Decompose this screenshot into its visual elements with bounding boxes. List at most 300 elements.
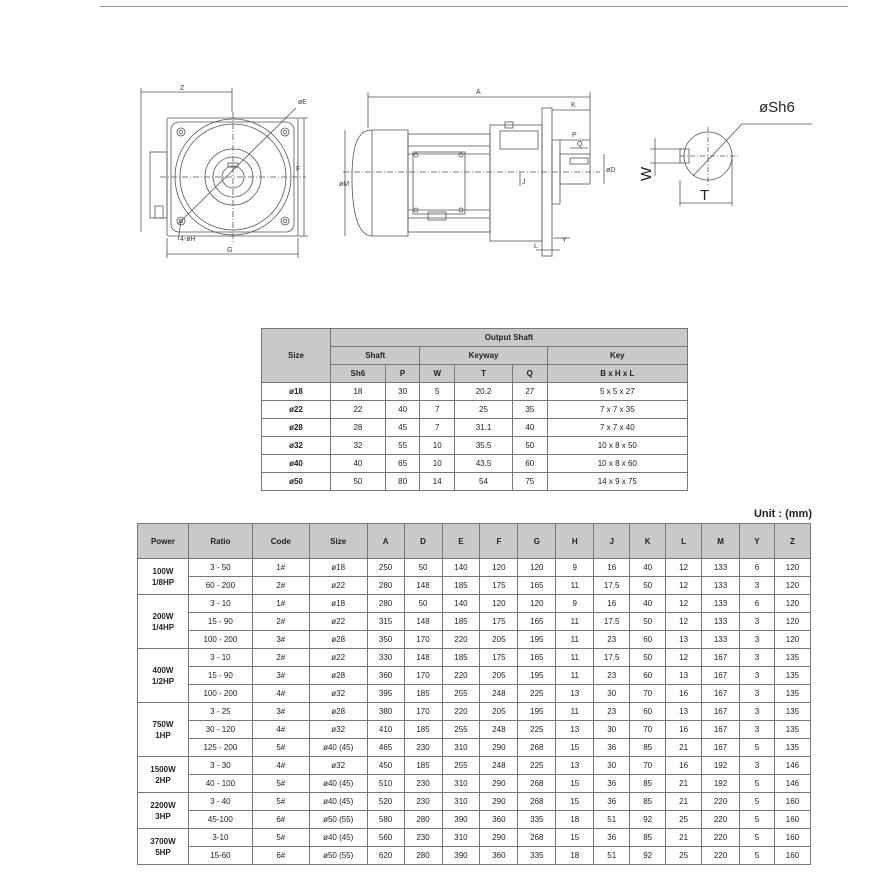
table-cell: 15 xyxy=(556,829,594,847)
table-cell: 3# xyxy=(252,631,309,649)
table-cell: 6# xyxy=(252,847,309,865)
table-cell: 3 xyxy=(740,703,775,721)
table-cell: 21 xyxy=(666,775,702,793)
table-cell: 290 xyxy=(480,775,518,793)
table-cell: 5# xyxy=(252,739,309,757)
table-cell: 390 xyxy=(442,811,480,829)
power-line: 100W xyxy=(152,566,174,576)
table-cell: 11 xyxy=(556,577,594,595)
dim-t-label: T xyxy=(700,187,710,204)
table-cell: 6 xyxy=(740,595,775,613)
front-view xyxy=(141,88,308,258)
dim-h-label: 4-øH xyxy=(180,236,196,243)
table-cell: 12 xyxy=(666,613,702,631)
table-cell: 40 xyxy=(630,595,666,613)
table-cell: 40 xyxy=(512,419,547,437)
table-row xyxy=(262,455,688,473)
table-row xyxy=(138,757,811,775)
table-cell: 40 - 100 xyxy=(188,775,252,793)
table-cell: 185 xyxy=(404,685,442,703)
table-cell: 3# xyxy=(252,703,309,721)
table-cell: 23 xyxy=(594,667,630,685)
dim-y-label: Y xyxy=(562,237,567,244)
table-cell: ø22 xyxy=(309,577,367,595)
output-shaft-table xyxy=(261,328,688,491)
table-cell: 195 xyxy=(518,667,556,685)
table-cell: 10 x 8 x 60 xyxy=(547,455,687,473)
table-row xyxy=(262,473,688,491)
table-cell: ø40 (45) xyxy=(309,829,367,847)
table-cell: 17.5 xyxy=(594,649,630,667)
table-cell: 160 xyxy=(774,829,810,847)
table-cell: 35 xyxy=(512,401,547,419)
table-cell: 50 xyxy=(512,437,547,455)
table-cell: ø28 xyxy=(309,667,367,685)
table-cell: 10 xyxy=(420,455,455,473)
power-line: 400W xyxy=(152,665,174,675)
table-cell: 135 xyxy=(774,685,810,703)
table-cell: ø40 (45) xyxy=(309,775,367,793)
table-cell: 5 xyxy=(740,847,775,865)
power-cell xyxy=(138,595,189,649)
table-row xyxy=(138,667,811,685)
table-row xyxy=(138,613,811,631)
table-cell: 2# xyxy=(252,649,309,667)
table-cell: 13 xyxy=(556,685,594,703)
table-cell: ø28 xyxy=(309,703,367,721)
table-cell: 450 xyxy=(367,757,404,775)
column-header: M xyxy=(702,524,740,559)
table-cell: 133 xyxy=(702,631,740,649)
table-cell: 170 xyxy=(404,631,442,649)
table-cell: 11 xyxy=(556,649,594,667)
table-cell: 335 xyxy=(518,847,556,865)
table-cell: 60 xyxy=(630,667,666,685)
table-cell: 160 xyxy=(774,811,810,829)
table-cell: 3# xyxy=(252,667,309,685)
table-cell: 4# xyxy=(252,721,309,739)
table-cell: 15 xyxy=(556,775,594,793)
table-cell: 40 xyxy=(630,559,666,577)
table-cell: 268 xyxy=(518,775,556,793)
shaft-col-w: W xyxy=(420,365,455,383)
table-cell: 148 xyxy=(404,613,442,631)
column-header: Code xyxy=(252,524,309,559)
dim-f-label: F xyxy=(296,166,301,173)
table-cell: 5 xyxy=(420,383,455,401)
table-cell: 225 xyxy=(518,721,556,739)
table-cell: 175 xyxy=(480,577,518,595)
shaft-col-key: B x H x L xyxy=(547,365,687,383)
table-row xyxy=(262,437,688,455)
table-cell: 120 xyxy=(774,595,810,613)
table-cell: 100 - 200 xyxy=(188,631,252,649)
table-cell: 10 xyxy=(420,437,455,455)
table-cell: 146 xyxy=(774,775,810,793)
power-line: 750W xyxy=(152,719,174,729)
table-cell: 135 xyxy=(774,739,810,757)
dim-a-label: A xyxy=(476,89,481,96)
table-cell: 14 x 9 x 75 xyxy=(547,473,687,491)
table-cell: 5# xyxy=(252,829,309,847)
table-cell: 1# xyxy=(252,559,309,577)
table-cell: 70 xyxy=(630,721,666,739)
table-cell: ø40 (45) xyxy=(309,793,367,811)
table-cell: 21 xyxy=(666,829,702,847)
table-cell: 85 xyxy=(630,739,666,757)
table-cell: 5# xyxy=(252,793,309,811)
column-header: Z xyxy=(774,524,810,559)
table-cell: 45-100 xyxy=(188,811,252,829)
table-cell: 148 xyxy=(404,649,442,667)
table-cell: 465 xyxy=(367,739,404,757)
table-cell: 310 xyxy=(442,829,480,847)
table-cell: 40 xyxy=(385,401,420,419)
gear-motor-drawing xyxy=(0,0,888,300)
table-cell: 18 xyxy=(556,847,594,865)
table-cell: 135 xyxy=(774,703,810,721)
table-cell: 510 xyxy=(367,775,404,793)
table-cell: 10 x 8 x 50 xyxy=(547,437,687,455)
table-cell: 120 xyxy=(774,613,810,631)
table-cell: 133 xyxy=(702,559,740,577)
table-cell: 165 xyxy=(518,613,556,631)
table-cell: 120 xyxy=(518,595,556,613)
table-cell: 54 xyxy=(455,473,513,491)
dim-z-label: Z xyxy=(180,85,185,92)
table-cell: 21 xyxy=(666,739,702,757)
table-cell: 250 xyxy=(367,559,404,577)
table-cell: 175 xyxy=(480,613,518,631)
column-header: J xyxy=(594,524,630,559)
column-header: A xyxy=(367,524,404,559)
table-cell: 11 xyxy=(556,613,594,631)
table-cell: ø32 xyxy=(309,685,367,703)
table-cell: 205 xyxy=(480,667,518,685)
power-line: 3HP xyxy=(155,811,171,821)
table-cell: 280 xyxy=(367,577,404,595)
dim-p-label: P xyxy=(572,132,577,139)
table-cell: 135 xyxy=(774,667,810,685)
table-row xyxy=(138,631,811,649)
table-cell: 16 xyxy=(594,595,630,613)
table-cell: 310 xyxy=(442,775,480,793)
table-cell: 133 xyxy=(702,613,740,631)
table-cell: 25 xyxy=(455,401,513,419)
table-cell: 167 xyxy=(702,667,740,685)
table-cell: 45 xyxy=(385,419,420,437)
dim-j-label: J xyxy=(522,179,526,186)
table-cell: 25 xyxy=(666,847,702,865)
table-cell: 315 xyxy=(367,613,404,631)
table-cell: 20.2 xyxy=(455,383,513,401)
table-cell: 3-10 xyxy=(188,829,252,847)
table-cell: 50 xyxy=(630,577,666,595)
table-cell: 11 xyxy=(556,631,594,649)
column-header: Size xyxy=(309,524,367,559)
size-cell: ø50 xyxy=(262,473,331,491)
table-cell: 30 - 120 xyxy=(188,721,252,739)
table-cell: 167 xyxy=(702,721,740,739)
shaft-table-body xyxy=(262,383,688,491)
table-cell: 35.5 xyxy=(455,437,513,455)
table-cell: 16 xyxy=(666,685,702,703)
table-row xyxy=(138,595,811,613)
power-line: 3700W xyxy=(150,836,176,846)
table-cell: 125 - 200 xyxy=(188,739,252,757)
table-cell: 70 xyxy=(630,685,666,703)
table-row xyxy=(262,383,688,401)
column-header: L xyxy=(666,524,702,559)
table-cell: 120 xyxy=(480,595,518,613)
dim-d-label: øD xyxy=(606,167,616,174)
table-cell: 146 xyxy=(774,757,810,775)
table-cell: 335 xyxy=(518,811,556,829)
table-cell: ø32 xyxy=(309,721,367,739)
table-cell: 13 xyxy=(556,757,594,775)
table-cell: 195 xyxy=(518,703,556,721)
table-cell: 205 xyxy=(480,631,518,649)
dimension-table-header xyxy=(138,524,811,559)
table-cell: 230 xyxy=(404,775,442,793)
power-line: 1/8HP xyxy=(151,577,175,587)
table-cell: 133 xyxy=(702,577,740,595)
table-cell: 380 xyxy=(367,703,404,721)
table-cell: 16 xyxy=(666,721,702,739)
table-cell: 31.1 xyxy=(455,419,513,437)
column-header: H xyxy=(556,524,594,559)
table-cell: 135 xyxy=(774,721,810,739)
table-cell: 36 xyxy=(594,829,630,847)
table-cell: 192 xyxy=(702,775,740,793)
shaft-col-sh6: Sh6 xyxy=(331,365,386,383)
key-detail xyxy=(650,124,812,206)
shaft-col-p: P xyxy=(385,365,420,383)
table-cell: 40 xyxy=(331,455,386,473)
table-cell: 85 xyxy=(630,775,666,793)
table-cell: 280 xyxy=(367,595,404,613)
shaft-header-size: Size xyxy=(262,329,331,383)
power-line: 1500W xyxy=(150,764,176,774)
table-cell: 3 xyxy=(740,721,775,739)
table-cell: 225 xyxy=(518,685,556,703)
table-cell: 21 xyxy=(666,793,702,811)
table-cell: 30 xyxy=(385,383,420,401)
table-cell: 5 xyxy=(740,829,775,847)
table-cell: 22 xyxy=(331,401,386,419)
table-cell: 167 xyxy=(702,649,740,667)
table-cell: 3 xyxy=(740,631,775,649)
table-cell: 2# xyxy=(252,577,309,595)
shaft-col-t: T xyxy=(455,365,513,383)
table-cell: ø40 (45) xyxy=(309,739,367,757)
table-row xyxy=(138,721,811,739)
table-cell: 17.5 xyxy=(594,613,630,631)
table-cell: 192 xyxy=(702,757,740,775)
side-view xyxy=(343,92,604,256)
table-cell: 3 xyxy=(740,613,775,631)
table-cell: 165 xyxy=(518,649,556,667)
column-header: Power xyxy=(138,524,189,559)
table-cell: 92 xyxy=(630,847,666,865)
power-line: 5HP xyxy=(155,847,171,857)
table-cell: 1# xyxy=(252,595,309,613)
table-row xyxy=(262,419,688,437)
table-cell: 18 xyxy=(556,811,594,829)
shaft-col-q: Q xyxy=(512,365,547,383)
table-cell: 120 xyxy=(480,559,518,577)
table-cell: 120 xyxy=(774,577,810,595)
table-cell: 13 xyxy=(666,631,702,649)
dim-m-label: øM xyxy=(339,181,350,188)
power-cell xyxy=(138,559,189,595)
table-cell: 50 xyxy=(404,595,442,613)
table-cell: 3 xyxy=(740,757,775,775)
table-cell: 360 xyxy=(480,847,518,865)
table-cell: 18 xyxy=(331,383,386,401)
table-cell: 220 xyxy=(702,847,740,865)
power-cell xyxy=(138,829,189,865)
table-cell: 60 - 200 xyxy=(188,577,252,595)
shaft-header-output: Output Shaft xyxy=(331,329,688,347)
table-cell: 6 xyxy=(740,559,775,577)
table-cell: 255 xyxy=(442,757,480,775)
table-cell: 170 xyxy=(404,703,442,721)
table-row xyxy=(138,739,811,757)
table-cell: ø18 xyxy=(309,559,367,577)
table-cell: 290 xyxy=(480,739,518,757)
table-row xyxy=(262,401,688,419)
table-cell: 230 xyxy=(404,793,442,811)
table-cell: 248 xyxy=(480,721,518,739)
table-row xyxy=(138,685,811,703)
table-cell: 12 xyxy=(666,577,702,595)
power-cell xyxy=(138,757,189,793)
table-cell: 55 xyxy=(385,437,420,455)
column-header: G xyxy=(518,524,556,559)
table-row xyxy=(138,559,811,577)
table-cell: 167 xyxy=(702,685,740,703)
table-cell: 15 - 90 xyxy=(188,613,252,631)
size-cell: ø28 xyxy=(262,419,331,437)
table-cell: 7 x 7 x 40 xyxy=(547,419,687,437)
table-cell: 280 xyxy=(404,811,442,829)
table-cell: 2# xyxy=(252,613,309,631)
table-cell: 220 xyxy=(702,829,740,847)
table-cell: 13 xyxy=(666,703,702,721)
table-cell: 50 xyxy=(630,649,666,667)
table-cell: 185 xyxy=(404,757,442,775)
table-row xyxy=(138,577,811,595)
table-cell: 185 xyxy=(442,613,480,631)
unit-label: Unit : (mm) xyxy=(753,508,812,520)
table-cell: 268 xyxy=(518,793,556,811)
table-cell: 205 xyxy=(480,703,518,721)
table-cell: 32 xyxy=(331,437,386,455)
table-cell: 167 xyxy=(702,739,740,757)
table-cell: 27 xyxy=(512,383,547,401)
table-cell: 15-60 xyxy=(188,847,252,865)
table-cell: 14 xyxy=(420,473,455,491)
table-cell: 65 xyxy=(385,455,420,473)
table-cell: 92 xyxy=(630,811,666,829)
table-cell: 36 xyxy=(594,739,630,757)
table-cell: 5 xyxy=(740,811,775,829)
table-cell: 620 xyxy=(367,847,404,865)
dim-q-label: Q xyxy=(577,141,583,148)
table-cell: 135 xyxy=(774,649,810,667)
power-line: 1HP xyxy=(155,730,171,740)
table-cell: 220 xyxy=(442,703,480,721)
table-cell: 120 xyxy=(774,631,810,649)
table-cell: 5# xyxy=(252,775,309,793)
table-cell: 36 xyxy=(594,775,630,793)
table-row xyxy=(138,847,811,865)
table-cell: ø50 (55) xyxy=(309,811,367,829)
table-cell: 43.5 xyxy=(455,455,513,473)
table-cell: 3 xyxy=(740,577,775,595)
table-cell: 248 xyxy=(480,757,518,775)
table-cell: 12 xyxy=(666,649,702,667)
table-cell: 360 xyxy=(367,667,404,685)
table-cell: 85 xyxy=(630,793,666,811)
table-cell: 520 xyxy=(367,793,404,811)
table-cell: 165 xyxy=(518,577,556,595)
power-line: 2HP xyxy=(155,775,171,785)
table-cell: 60 xyxy=(512,455,547,473)
table-cell: ø22 xyxy=(309,613,367,631)
power-cell xyxy=(138,793,189,829)
shaft-header-key: Key xyxy=(547,347,687,365)
table-cell: 360 xyxy=(480,811,518,829)
column-header: Ratio xyxy=(188,524,252,559)
table-cell: 12 xyxy=(666,595,702,613)
table-cell: 75 xyxy=(512,473,547,491)
table-cell: 4# xyxy=(252,757,309,775)
table-cell: 185 xyxy=(404,721,442,739)
dim-l-label: L xyxy=(534,243,538,250)
table-cell: 120 xyxy=(774,559,810,577)
table-cell: 170 xyxy=(404,667,442,685)
dim-e-label: øE xyxy=(298,99,307,106)
table-cell: 15 xyxy=(556,739,594,757)
dim-w-label: W xyxy=(638,166,655,181)
table-cell: 5 x 5 x 27 xyxy=(547,383,687,401)
column-header: D xyxy=(404,524,442,559)
size-cell: ø22 xyxy=(262,401,331,419)
table-cell: 60 xyxy=(630,703,666,721)
shaft-header-keyway: Keyway xyxy=(420,347,547,365)
dim-sh6-label: øSh6 xyxy=(759,99,795,116)
table-cell: 7 xyxy=(420,401,455,419)
table-cell: 580 xyxy=(367,811,404,829)
table-cell: 30 xyxy=(594,721,630,739)
table-cell: 195 xyxy=(518,631,556,649)
table-cell: 290 xyxy=(480,793,518,811)
table-cell: 255 xyxy=(442,685,480,703)
table-cell: 6# xyxy=(252,811,309,829)
table-cell: 4# xyxy=(252,685,309,703)
table-row xyxy=(138,649,811,667)
table-cell: 85 xyxy=(630,829,666,847)
table-cell: ø18 xyxy=(309,595,367,613)
table-cell: 51 xyxy=(594,847,630,865)
table-row xyxy=(138,775,811,793)
shaft-header-shaft: Shaft xyxy=(331,347,420,365)
table-cell: 15 xyxy=(556,793,594,811)
power-line: 200W xyxy=(152,611,174,621)
table-cell: 25 xyxy=(666,811,702,829)
